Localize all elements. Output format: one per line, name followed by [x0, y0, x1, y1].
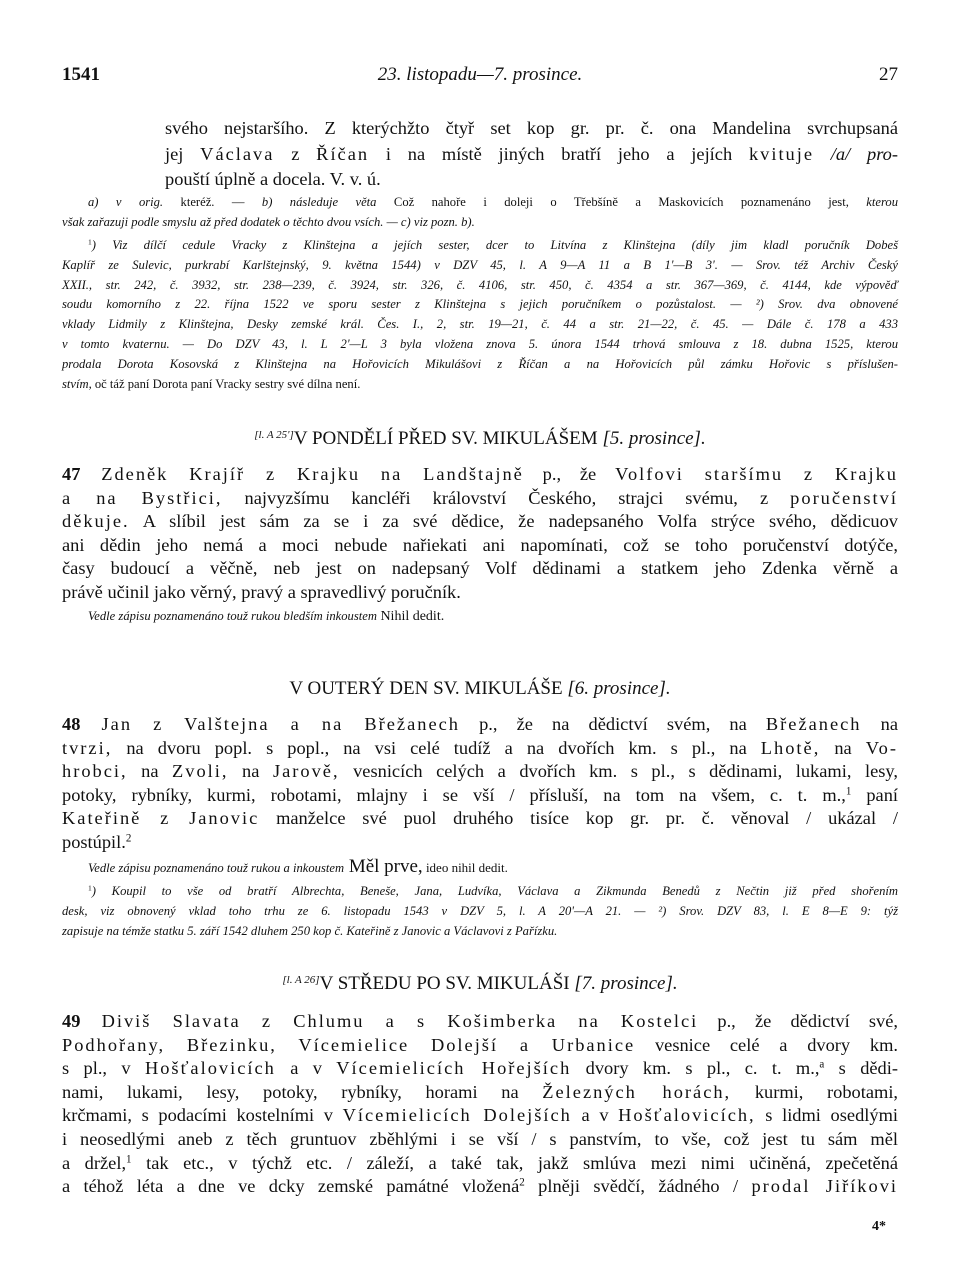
marginal-note: Vedle zápisu poznamenáno touž rukou bledším inkoustem Nihil dedit. — [88, 608, 445, 624]
footnote-line: stvím, oč táž paní Dorota paní Vracky sestry své dílna není. — [62, 376, 361, 391]
entry-line: krčmami, s podacími kostelními v Vícemielicích Dolejších a v Hošťalovicích, s lidmi osedlými — [62, 1105, 898, 1126]
entry-line: 47 Zdeněk Krajíř z Krajku na Landštajně p., že Volfovi staršímu z Krajku — [62, 464, 899, 484]
entry-line: a téhož léta a dne ve dcky zemské památné vložená$^2$ plněji svědčí, žádného / prodal Jiříkovi — [62, 1176, 898, 1197]
entry-line: právě učinil jako věrný, pravý a spravedlivý poručník. — [62, 581, 461, 602]
intro-line: pouští úplně a docela. V. v. ú. — [165, 169, 381, 189]
footnote-line: desk, viz obnovený vklad toho trhu ze 6. listopadu 1543 v DZV 5, l. A 20'—A 21. — ²) Srov. DZV 83, l. E 8—E 9: týž — [62, 903, 898, 918]
entry-line: časy budoucí a věčně, neb jest on nadepsaný Volf dědinami a statkem jeho Zdenka věrně a — [62, 558, 898, 579]
textual-notes — [62, 193, 898, 233]
section-heading — [62, 428, 898, 450]
entry-47 — [62, 463, 898, 626]
signature-mark: 4* — [872, 1219, 886, 1234]
entry-line: postúpil.$^2$ — [62, 831, 132, 852]
section-heading — [62, 678, 898, 700]
intro-paragraph — [62, 116, 898, 193]
heading-title: V STŘEDU PO SV. MIKULÁŠI — [319, 973, 575, 994]
folio-reference: [l. A 26] — [282, 973, 320, 986]
entry-number: 48 — [62, 714, 81, 734]
heading-title: V OUTERÝ DEN SV. MIKULÁŠE — [289, 678, 568, 699]
marginal-note: Vedle zápisu poznamenáno touž rukou a inkoustem Měl prve, ideo nihil dedit. — [88, 855, 508, 877]
entry-line: a na Bystřici, najvyzšímu kancléři království Českého, strajci svému, z poručenství — [62, 487, 898, 508]
entry-line: Podhořany, Březinku, Vícemielice Dolejší a Urbanice vesnice celé a dvory km. — [62, 1034, 898, 1055]
entry-49 — [62, 1010, 898, 1199]
entry-48 — [62, 713, 898, 878]
entry-line: nami, lukami, lesy, potoky, rybníky, horami na Železných horách, kurmi, robotami, — [62, 1081, 899, 1102]
intro-line: svého nejstaršího. Z kterýchžto čtyř set kop gr. pr. č. ona Mandelina svrchupsaná — [165, 118, 898, 138]
header-year: 1541 — [62, 64, 100, 85]
entry-line: Kateřině z Janovic manželce své puol druhého tisíce kop gr. pr. č. věnoval / ukázal / — [62, 808, 898, 829]
header-page-number: 27 — [879, 64, 898, 85]
footnote-line: zapisuje na témže statku 5. září 1542 dluhem 250 kop č. Kateřině z Janovic a Václavovi z Pařízku. — [62, 923, 558, 938]
folio-reference: [l. A 25'] — [254, 428, 294, 441]
footnote-line: $^1$) Viz dílčí cedule Vracky z Klinštejna a jejích sester, dcer to Litvína z Klinštejna (díly jim kladl poručník Dobeš — [88, 237, 899, 252]
entry-line: ani dědin jeho nemá a moci nebude nařiekati ani napomínati, což se toho poručenství dotýče, — [62, 534, 898, 555]
entry-number: 49 — [62, 1011, 81, 1031]
note-line: a) v orig. kteréž. — b) následuje věta Což nahoře i doleji o Třebšíně a Maskovicích poznamenáno jest, kterou — [88, 195, 898, 209]
footnote-line: v tomto kvaternu. — Do DZV 43, l. L 2'—L 3 byla vložena znova 5. února 1544 trhová smlouva z 18. dubna 1525, kterou — [62, 336, 898, 351]
entry-line: tvrzi, na dvoru popl. s popl., na vsi celé tudíž a na dvořích km. s pl., na Lhotě, na Vo- — [62, 737, 898, 758]
footnote-line: Kaplíř ze Sulevic, purkrabí Karlštejnský, 9. května 1544) v DZV 45, l. A 9—A 11 a B 1'—B 3'. — Srov. též Archiv Český — [62, 257, 898, 272]
heading-date: [7. prosince]. — [574, 973, 678, 994]
footnote-line: prodala Dorota Kosovská z Klinštejna na Hořovicích Mikulášovi z Říčan a na Hořovicích půl zámku Hořovic s příslušen- — [62, 356, 898, 371]
footnote-line: soudu komorního z 22. října 1522 ve sporu sester z Klinštejna s jejich poručníkem o pozůstalost. — ²) Srov. dva obnovené — [62, 297, 898, 312]
footnote-line: vklady Lidmily z Klinštejna, Desky zemské král. Čes. I., 2, str. 19—21, č. 44 a str. 21—22, č. 45. — Dále č. 178 a 433 — [62, 317, 898, 332]
intro-line: jej Václava z Říčan i na místě jiných bratří jeho a jejích kvituje /a/ pro- — [165, 143, 898, 164]
heading-title: V PONDĚLÍ PŘED SV. MIKULÁŠEM — [293, 428, 603, 449]
entry-line: s pl., v Hošťalovicích a v Vícemielicích Hořejších dvory km. s pl., c. t. m.,$^a$ s dědi- — [62, 1058, 898, 1079]
header-date-range: 23. listopadu—7. prosince. — [377, 64, 583, 85]
entry-line: a držel,$^1$ tak etc., v týchž etc. / záleží, a také tak, jakž smlúva mezi nimi učiněná, zpečetěná — [62, 1152, 898, 1173]
entry-number: 47 — [62, 464, 81, 484]
footnote-line: $^1$) Koupil to vše od bratří Albrechta, Beneše, Jana, Ludvíka, Václava a Zikmunda Benedů z Nečtin již před shořením — [88, 883, 899, 898]
heading-date: [5. prosince]. — [602, 428, 706, 449]
entry-line: děkuje. A slíbil jest sám za se i za své dědice, že nadepsaného Volfa strýce svého, dědicuov — [62, 511, 898, 532]
entry-line: 48 Jan z Valštejna a na Břežanech p., že na dědictví svém, na Břežanech na — [62, 714, 898, 734]
footnotes-block-2 — [62, 882, 898, 941]
entry-line: i neosedlými aneb z těch gruntuov zběhlými i se vší / s panstvím, to vše, což jest tu sám měl — [62, 1128, 898, 1149]
footnote-line: XXII., str. 242, č. 3932, str. 238—239, č. 3924, str. 326, č. 4106, str. 450, č. 4354 a str. 367—369, č. 4144, kde výpověď — [62, 277, 898, 292]
section-heading — [62, 973, 898, 995]
running-header — [62, 64, 898, 88]
entry-line: hrobci, na Zvoli, na Jarově, vesnicích celých a dvořích km. s pl., s dědinami, lukami, lesy, — [62, 761, 898, 782]
note-line: však zařazuji podle smyslu až před dodatek o těchto dvou vsích. — c) viz pozn. b). — [62, 214, 475, 229]
heading-date: [6. prosince]. — [567, 678, 671, 699]
footnotes-block-1 — [62, 236, 898, 394]
entry-line: potoky, rybníky, kurmi, robotami, mlajny i se vší / přísluší, na tom na všem, c. t. m.,$^1$ paní — [62, 784, 899, 805]
entry-line: 49 Diviš Slavata z Chlumu a s Košimberka na Kostelci p., že dědictví své, — [62, 1011, 898, 1031]
